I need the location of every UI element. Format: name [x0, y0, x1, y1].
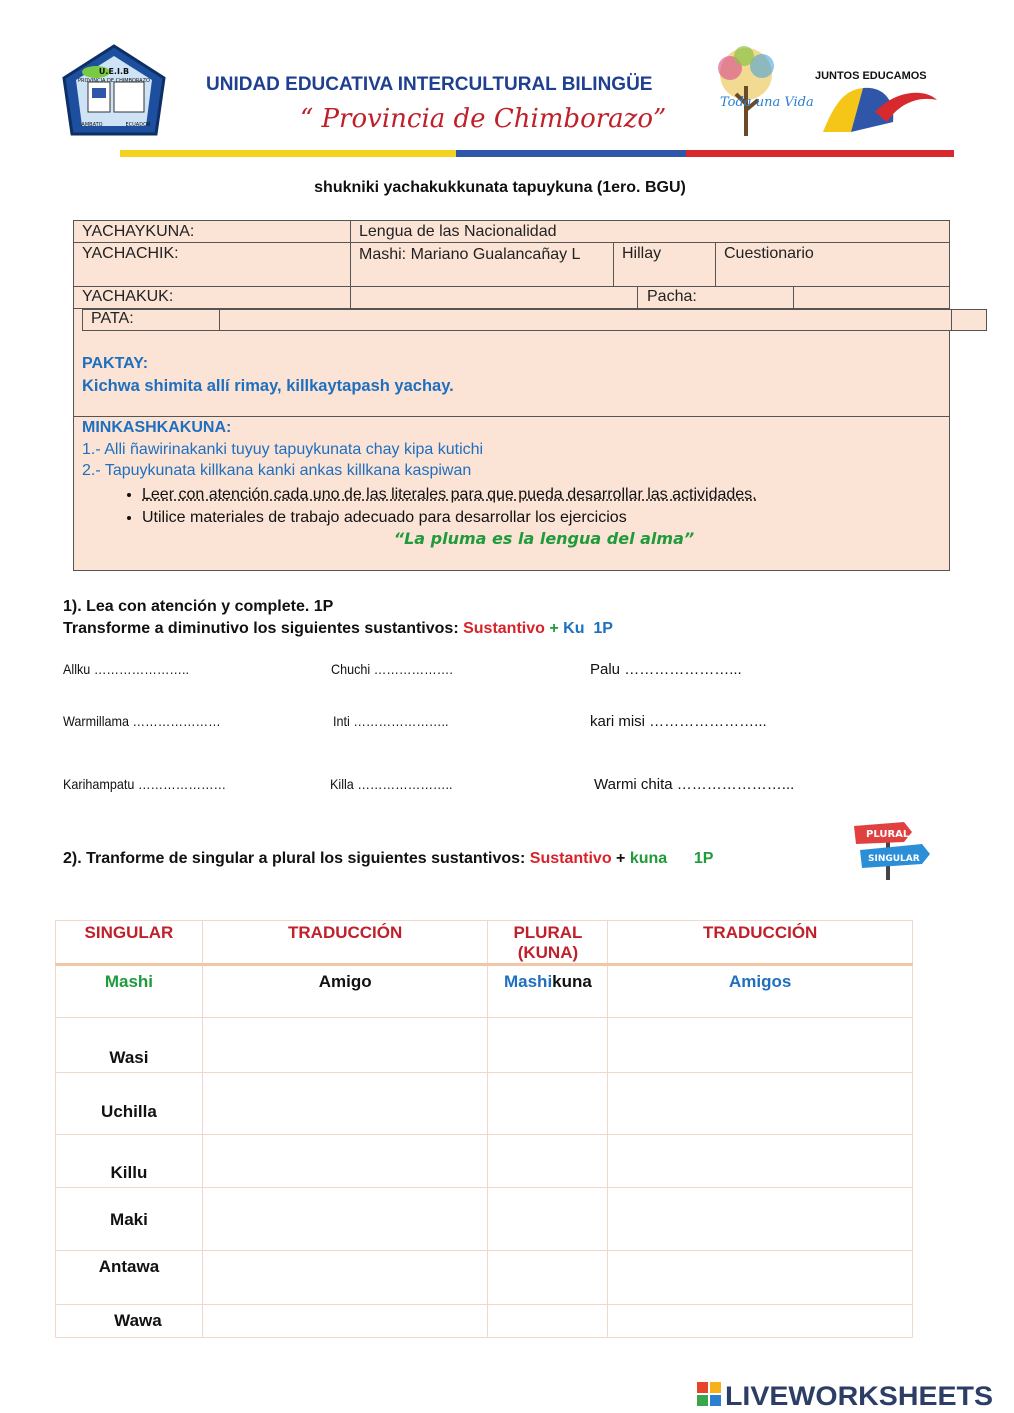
tree-logo-text: Toda una Vida [720, 95, 814, 110]
example-plural-translation: Amigos [608, 965, 913, 1018]
header-singular: SINGULAR [56, 921, 203, 965]
example-translation: Amigo [202, 965, 488, 1018]
document-title: shukniki yachakukkunata tapuykuna (1ero. BGU) [314, 179, 686, 196]
diminutive-item [590, 713, 767, 730]
plural-cell[interactable] [488, 1018, 608, 1073]
pata-label: PATA: [91, 310, 134, 327]
q1-formula-points: 1P [593, 620, 613, 637]
translation-cell[interactable] [202, 1135, 488, 1188]
diminutive-blank[interactable]: ………………….. [93, 661, 190, 677]
plural-cell[interactable] [488, 1135, 608, 1188]
plural-cell[interactable] [488, 1251, 608, 1305]
partner-label: JUNTOS EDUCAMOS [815, 70, 927, 82]
school-name: UNIDAD EDUCATIVA INTERCULTURAL BILINGÜE [206, 74, 653, 95]
singular-word: Wawa [56, 1305, 203, 1338]
juntos-educamos-logo [815, 82, 940, 137]
q2-formula-plus: + [616, 850, 626, 867]
q2-formula-suffix: kuna [629, 850, 668, 867]
example-singular: Mashi [56, 965, 203, 1018]
liveworksheets-logo[interactable] [697, 1378, 997, 1413]
plural-table [55, 920, 913, 1338]
toda-una-vida-logo [700, 44, 814, 144]
plural-singular-sign-icon [852, 820, 932, 882]
diminutive-item [331, 661, 453, 677]
question-2 [63, 850, 713, 868]
paktay-text: Kichwa shimita allí rimay, killkaytapash yachay. [82, 377, 454, 395]
q1-formula-suffix: Ku [563, 620, 585, 637]
example-plural-suffix: kuna [552, 972, 592, 991]
yachaykuna-label: YACHAYKUNA: [82, 223, 195, 240]
question-1-title: 1). Lea con atención y complete. 1P [63, 598, 334, 615]
question-2-title: 2). Tranforme de singular a plural los siguientes sustantivos: [63, 850, 526, 867]
pacha-input[interactable] [796, 287, 946, 306]
diminutive-blank[interactable]: …………………... [676, 776, 795, 793]
diminutive-word: kari misi [590, 713, 645, 730]
singular-word: Uchilla [56, 1073, 203, 1135]
singular-word: Killu [56, 1135, 203, 1188]
hillay-value: Cuestionario [724, 245, 814, 262]
plural-translation-cell[interactable] [608, 1073, 913, 1135]
diminutive-word: Warmillama [63, 713, 130, 729]
singular-word: Wasi [56, 1018, 203, 1073]
logo-country: ECUADOR [125, 122, 151, 128]
diminutive-word: Inti [333, 713, 350, 729]
yachaykuna-value: Lengua de las Nacionalidad [359, 223, 557, 240]
hillay-label: Hillay [622, 245, 662, 262]
plural-cell[interactable] [488, 1188, 608, 1251]
header-plural: PLURAL (KUNA) [488, 921, 608, 965]
q2-formula-points: 1P [693, 850, 714, 867]
logo-abbrev: U.E.I.B [98, 67, 130, 76]
diminutive-item [63, 713, 221, 729]
diminutive-blank[interactable]: ………………… [137, 776, 227, 792]
sign-singular-text: SINGULAR [868, 854, 920, 864]
diminutive-word: Palu [590, 661, 621, 678]
school-logo [56, 38, 172, 142]
diminutive-word: Chuchi [331, 661, 371, 677]
diminutive-word: Warmi chita [594, 776, 673, 793]
pata-input[interactable] [223, 310, 943, 330]
minkash-item-2: 2.- Tapuykunata killkana kanki ankas killkana kaspiwan [82, 462, 472, 479]
q1-instruction-text: Transforme a diminutivo los siguientes sustantivos: [63, 620, 459, 637]
translation-cell[interactable] [202, 1188, 488, 1251]
translation-cell[interactable] [202, 1018, 488, 1073]
example-plural [488, 965, 608, 1018]
translation-cell[interactable] [202, 1305, 488, 1338]
diminutive-blank[interactable]: ………………… [132, 713, 221, 729]
translation-cell[interactable] [202, 1073, 488, 1135]
header-translation-plural: TRADUCCIÓN [608, 921, 913, 965]
diminutive-item [63, 776, 226, 792]
pacha-label: Pacha: [647, 288, 697, 305]
logo-city: AMBATO [81, 122, 103, 128]
plural-cell[interactable] [488, 1073, 608, 1135]
plural-translation-cell[interactable] [608, 1188, 913, 1251]
diminutive-blank[interactable]: ………………. [373, 661, 453, 677]
minkash-title: MINKASHKAKUNA: [82, 419, 232, 436]
q1-formula-plus: + [549, 620, 559, 637]
singular-word: Maki [56, 1188, 203, 1251]
diminutive-blank[interactable]: …………………... [624, 661, 742, 678]
instruction-bullet: • Utilice materiales de trabajo adecuado para desarrollar los ejercicios [142, 506, 757, 529]
plural-translation-cell[interactable] [608, 1251, 913, 1305]
diminutive-item [63, 661, 189, 677]
instruction-bullet: • Leer con atención cada uno de las literales para que pueda desarrollar las actividades. [142, 483, 757, 506]
diminutive-blank[interactable]: ………………….. [353, 713, 449, 729]
diminutive-word: Allku [63, 661, 91, 677]
quote: “La pluma es la lengua del alma” [393, 529, 695, 548]
school-province: “ Provincia de Chimborazo” [300, 104, 667, 134]
yachachik-label: YACHACHIK: [82, 245, 179, 262]
pata-row [82, 309, 987, 331]
logo-province: PROVINCIA DE CHIMBORAZO [78, 78, 150, 84]
singular-word: Antawa [56, 1251, 203, 1305]
question-1-instruction [63, 618, 613, 640]
q1-formula-noun: Sustantivo [463, 620, 545, 637]
plural-translation-cell[interactable] [608, 1135, 913, 1188]
sign-plural-text: PLURAL [866, 829, 910, 840]
diminutive-blank[interactable]: ………………….. [357, 776, 453, 792]
yachakuk-input[interactable] [359, 287, 629, 306]
header-translation: TRADUCCIÓN [202, 921, 488, 965]
diminutive-item [594, 776, 794, 793]
flag-color-bar [120, 150, 954, 157]
plural-translation-cell[interactable] [608, 1305, 913, 1338]
translation-cell[interactable] [202, 1251, 488, 1305]
yachakuk-label: YACHAKUK: [82, 288, 174, 305]
plural-cell[interactable] [488, 1305, 608, 1338]
diminutive-item [330, 776, 453, 792]
question-1 [63, 596, 613, 640]
q2-formula-noun: Sustantivo [529, 850, 612, 867]
diminutive-item [333, 713, 449, 729]
example-plural-root: Mashi [503, 972, 553, 991]
diminutive-blank[interactable]: …………………... [649, 713, 767, 730]
paktay-title: PAKTAY: [82, 355, 149, 372]
yachachik-value: Mashi: Mariano Gualancañay L [359, 246, 581, 263]
liveworksheets-text: LIVEWORKSHEETS [725, 1381, 993, 1411]
minkash-item-1: 1.- Alli ñawirinakanki tuyuy tapuykunata chay kipa kutichi [82, 441, 484, 458]
diminutive-word: Killa [330, 776, 354, 792]
plural-translation-cell[interactable] [608, 1018, 913, 1073]
diminutive-item [590, 661, 742, 678]
diminutive-word: Karihampatu [63, 776, 135, 792]
instructions-list [105, 483, 757, 529]
